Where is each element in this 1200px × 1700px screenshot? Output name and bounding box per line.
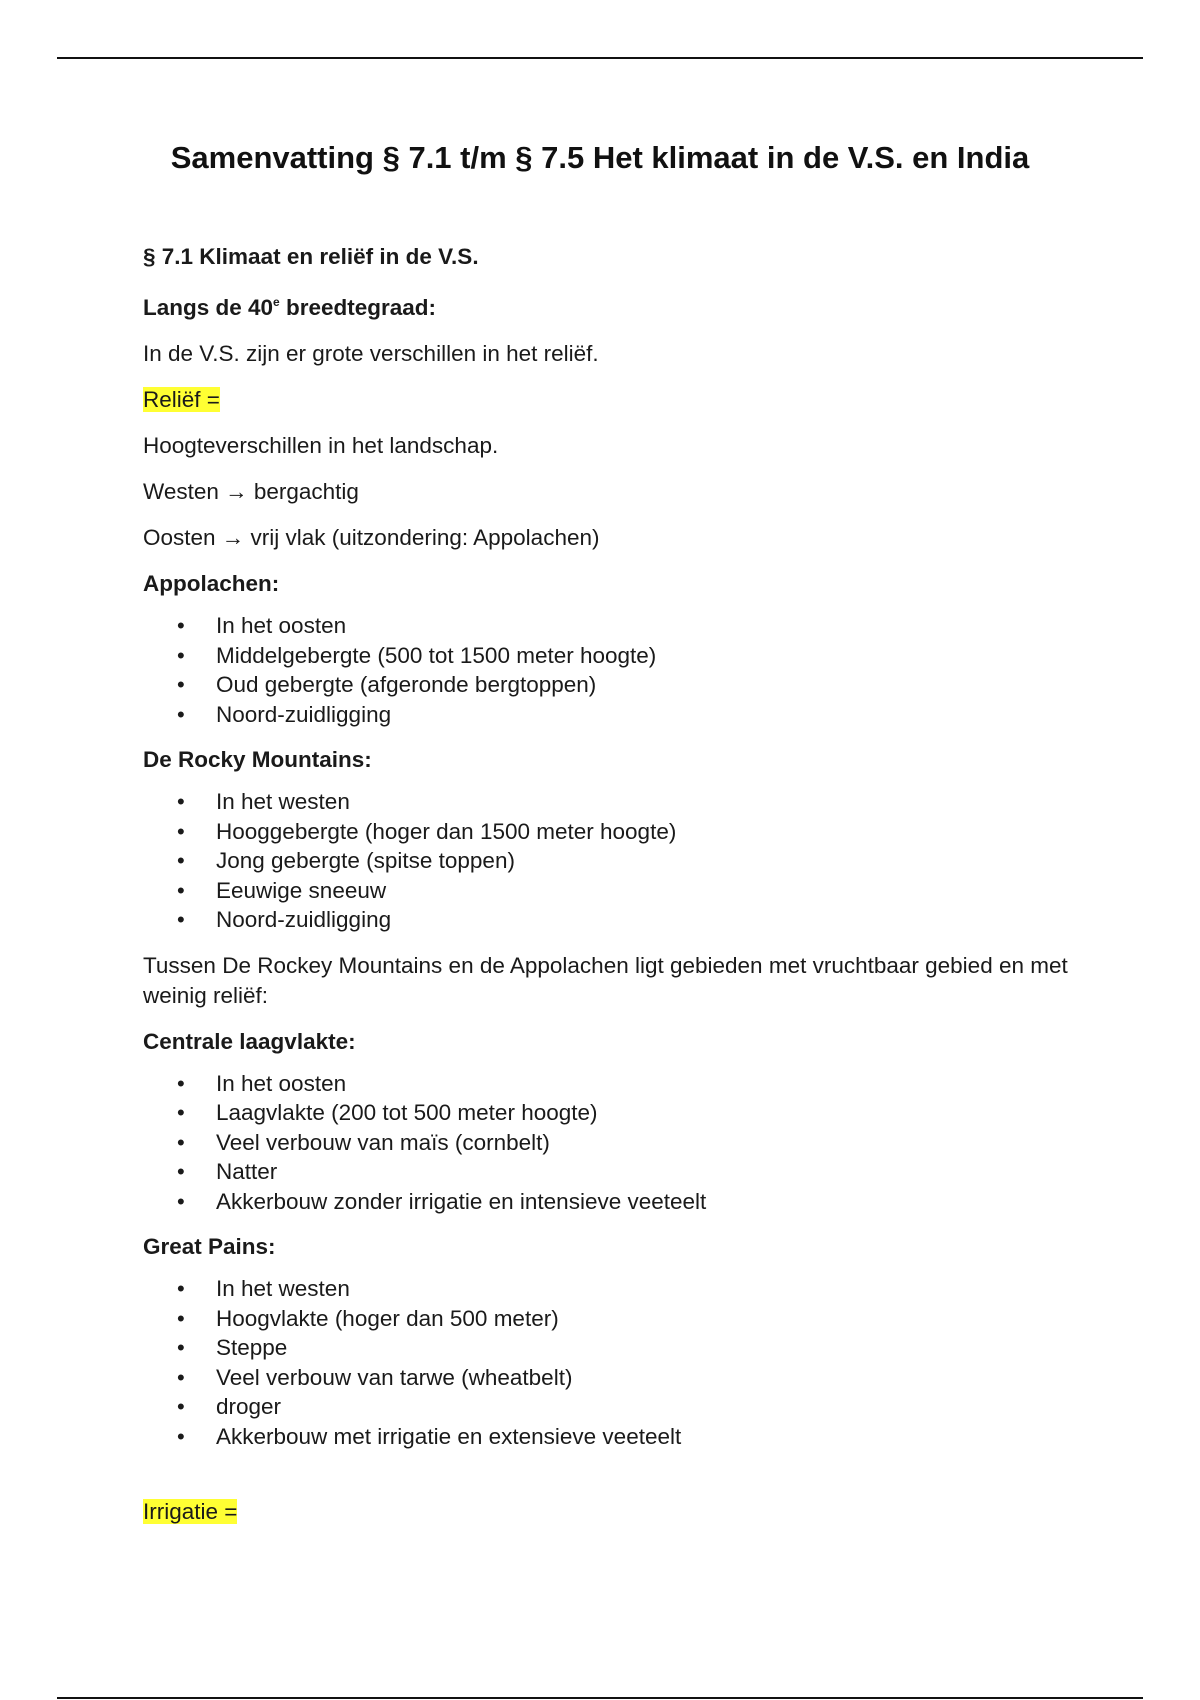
- term-relief: [143, 385, 1083, 415]
- list-item: • In het oosten: [143, 1069, 1083, 1099]
- list-item: • Natter: [143, 1157, 1083, 1187]
- relief-definition: Hoogteverschillen in het landschap.: [143, 433, 499, 458]
- list-item: • In het westen: [143, 1274, 1083, 1304]
- bottom-rule: [57, 1697, 1143, 1699]
- latitude-heading-superscript: e: [273, 295, 280, 309]
- appolachen-list: [143, 611, 1083, 729]
- document-body: [143, 242, 1083, 1527]
- list-item: • Veel verbouw van tarwe (wheatbelt): [143, 1363, 1083, 1393]
- list-item: • Noord-zuidligging: [143, 905, 1083, 935]
- section-heading: § 7.1 Klimaat en reliëf in de V.S.: [143, 244, 479, 269]
- document-title: Samenvatting § 7.1 t/m § 7.5 Het klimaat in de V.S. en India: [170, 140, 1030, 175]
- list-item: • Oud gebergte (afgeronde bergtoppen): [143, 670, 1083, 700]
- list-item: • Laagvlakte (200 tot 500 meter hoogte): [143, 1098, 1083, 1128]
- rocky-list: [143, 787, 1083, 935]
- list-item: • In het westen: [143, 787, 1083, 817]
- between-text: Tussen De Rockey Mountains en de Appolachen ligt gebieden met vruchtbaar gebied en met weinig reliëf:: [143, 952, 1068, 1008]
- great-list: [143, 1274, 1083, 1451]
- intro-text: In de V.S. zijn er grote verschillen in het reliëf.: [143, 341, 599, 366]
- great-heading: Great Pains:: [143, 1234, 276, 1259]
- term-irrigatie-highlight: Irrigatie =: [143, 1499, 238, 1524]
- term-irrigatie: [143, 1497, 1083, 1527]
- centrale-heading: Centrale laagvlakte:: [143, 1028, 356, 1054]
- list-item: • Noord-zuidligging: [143, 700, 1083, 730]
- latitude-heading-suffix: breedtegraad:: [279, 295, 437, 320]
- list-item: • Middelgebergte (500 tot 1500 meter hoogte): [143, 641, 1083, 671]
- top-rule: [57, 57, 1143, 59]
- list-item: • Eeuwige sneeuw: [143, 876, 1083, 906]
- appolachen-heading: Appolachen:: [143, 571, 280, 596]
- term-relief-highlight: Reliëf =: [143, 387, 220, 412]
- list-item: • Hoogvlakte (hoger dan 500 meter): [143, 1304, 1083, 1334]
- list-item: • Jong gebergte (spitse toppen): [143, 846, 1083, 876]
- list-item: • Hooggebergte (hoger dan 1500 meter hoogte): [143, 817, 1083, 847]
- list-item: • Steppe: [143, 1333, 1083, 1363]
- east-line: Oosten → vrij vlak (uitzondering: Appolachen): [143, 525, 600, 550]
- west-line: Westen → bergachtig: [143, 479, 359, 504]
- latitude-heading: [143, 287, 1083, 323]
- list-item: • Akkerbouw met irrigatie en extensieve veeteelt: [143, 1422, 1083, 1452]
- list-item: • Akkerbouw zonder irrigatie en intensieve veeteelt: [143, 1187, 1083, 1217]
- centrale-list: [143, 1069, 1083, 1217]
- list-item: • Veel verbouw van maïs (cornbelt): [143, 1128, 1083, 1158]
- rocky-heading: De Rocky Mountains:: [143, 747, 372, 772]
- latitude-heading-prefix: Langs de 40: [143, 295, 274, 320]
- list-item: • droger: [143, 1392, 1083, 1422]
- list-item: • In het oosten: [143, 611, 1083, 641]
